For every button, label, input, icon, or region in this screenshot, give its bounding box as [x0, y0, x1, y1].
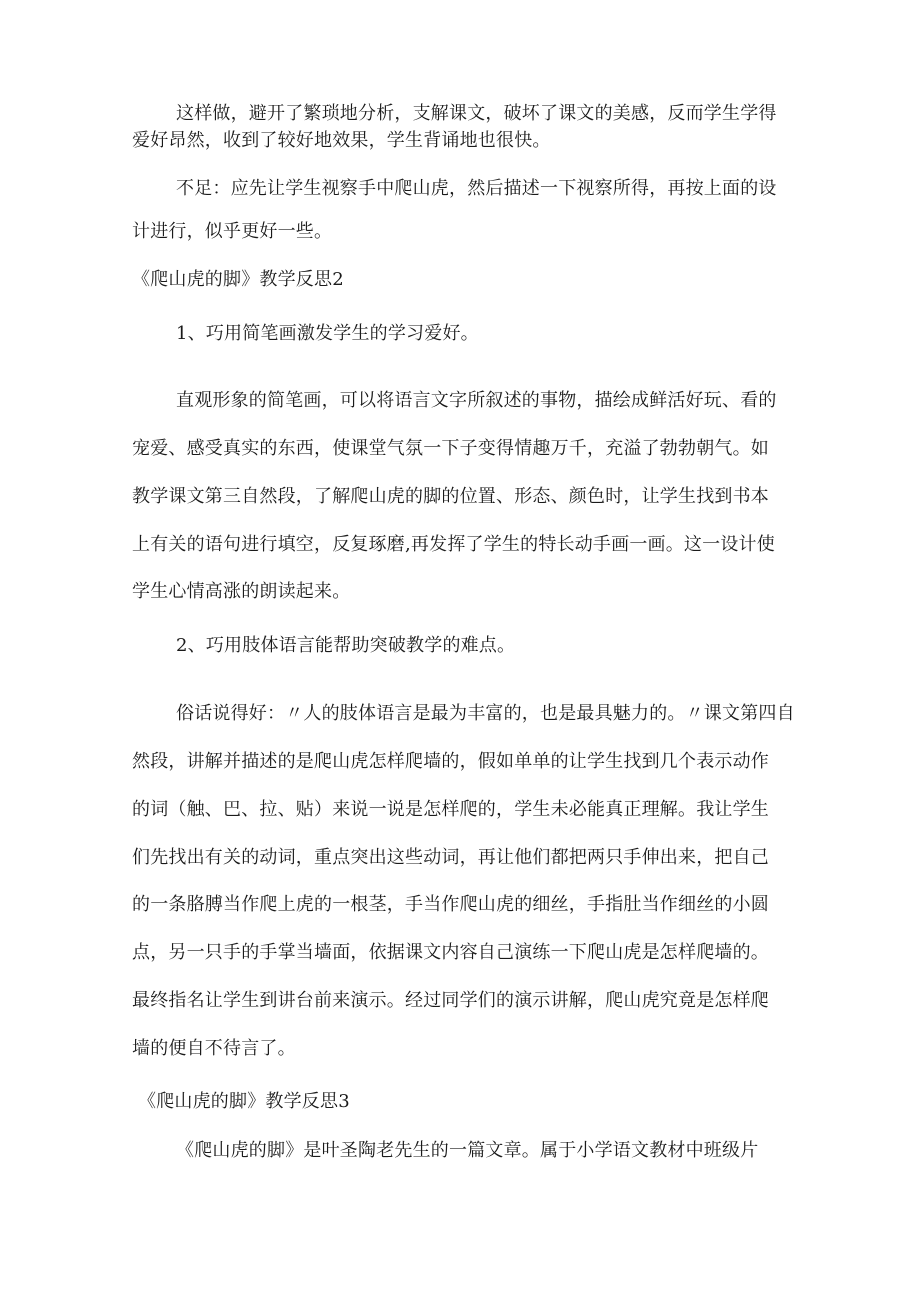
section-heading-3: 《爬山虎的脚》教学反思3: [138, 1091, 350, 1112]
para4-line2: 然段，讲解并描述的是爬山虎怎样爬墙的，假如单单的让学生找到几个表示动作: [132, 751, 769, 772]
para4-line8: 墙的便自不待言了。: [132, 1038, 296, 1059]
para3-line3: 教学课文第三自然段，了解爬山虎的脚的位置、形态、颜色时，让学生找到书本: [132, 486, 769, 507]
para3-line2: 宠爱、感受真实的东西，使课堂气氛一下子变得情趣万千，充溢了勃勃朝气。如: [132, 438, 769, 459]
para3-line1: 直观形象的简笔画，可以将语言文字所叙述的事物，描绘成鲜活好玩、看的: [176, 390, 777, 411]
para1-line1: 这样做，避开了繁琐地分析，支解课文，破坏了课文的美感，反而学生学得: [176, 103, 777, 124]
para1-line2: 爱好昂然，收到了较好地效果，学生背诵地也很快。: [132, 130, 551, 151]
section-heading-2: 《爬山虎的脚》教学反思2: [132, 269, 344, 290]
para4-line4: 们先找出有关的动词，重点突出这些动词，再让他们都把两只手伸出来，把自己: [132, 847, 769, 868]
para2-line2: 计进行，似乎更好一些。: [132, 221, 333, 242]
point-1: 1、巧用简笔画激发学生的学习爱好。: [176, 323, 479, 344]
para4-line7: 最终指名让学生到讲台前来演示。经过同学们的演示讲解，爬山虎究竟是怎样爬: [132, 990, 769, 1011]
para2-line1: 不足：应先让学生视察手中爬山虎，然后描述一下视察所得，再按上面的设: [176, 178, 777, 199]
para4-line6: 点，另一只手的手掌当墙面，依据课文内容自己演练一下爬山虎是怎样爬墙的。: [132, 942, 769, 963]
point-2: 2、巧用肢体语言能帮助突破教学的难点。: [176, 635, 516, 656]
para3-line4: 上有关的语句进行填空，反复琢磨,再发挥了学生的特长动手画一画。这一设计使: [132, 534, 775, 555]
para4-line1: 俗话说得好：〃人的肢体语言是最为丰富的，也是最具魅力的。〃课文第四自: [176, 703, 795, 724]
para3-line5: 学生心情高涨的朗读起来。: [132, 581, 351, 602]
para4-line3: 的词（触、巴、拉、贴）来说一说是怎样爬的，学生未必能真正理解。我让学生: [132, 799, 769, 820]
para4-line5: 的一条胳膊当作爬上虎的一根茎，手当作爬山虎的细丝，手指肚当作细丝的小圆: [132, 894, 769, 915]
para5-line1: 《爬山虎的脚》是叶圣陶老先生的一篇文章。属于小学语文教材中班级片: [176, 1140, 759, 1161]
